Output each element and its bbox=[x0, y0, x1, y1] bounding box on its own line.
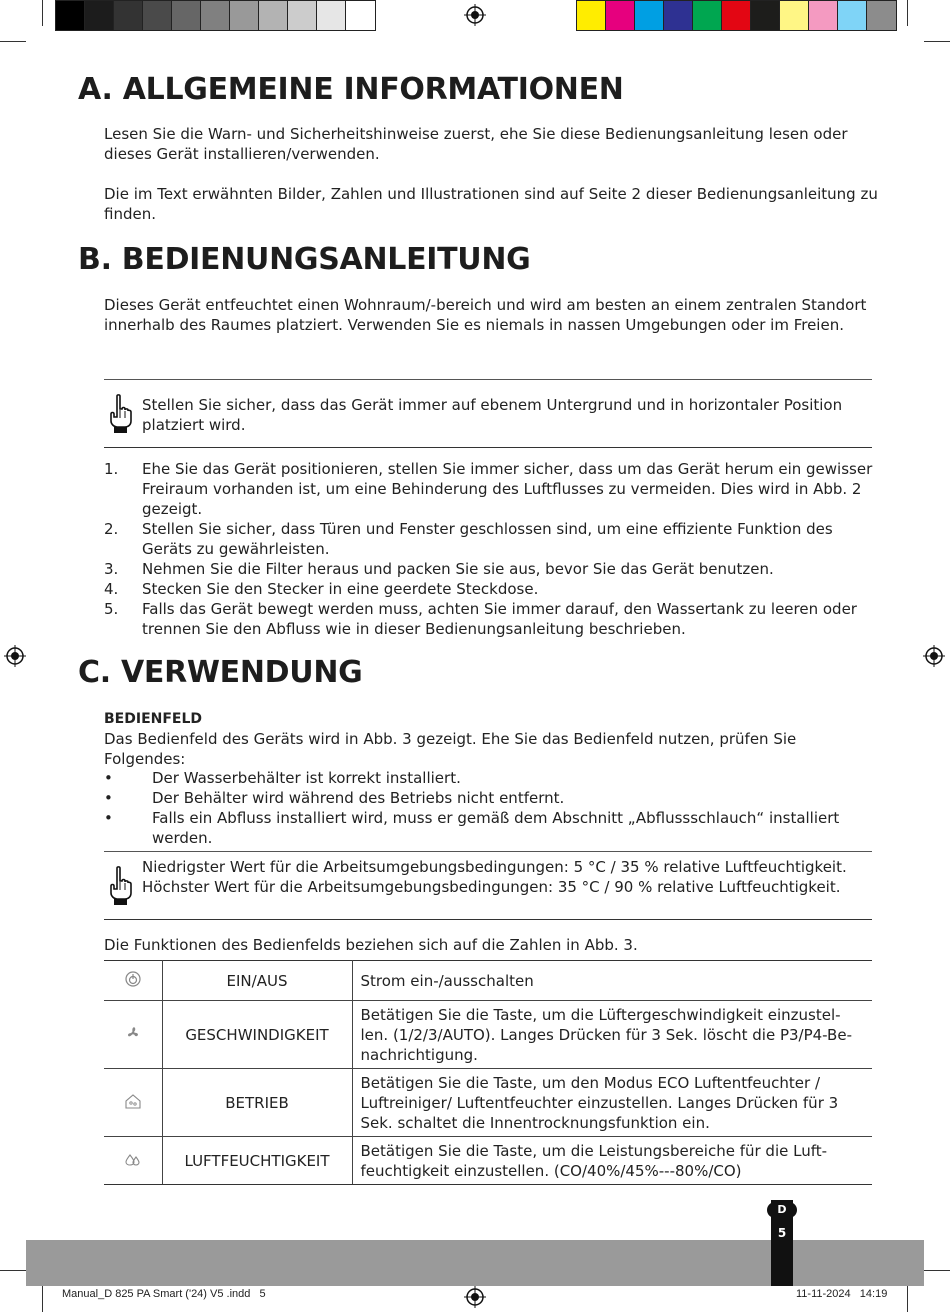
section-b-paragraph: Dieses Gerät entfeuchtet einen Wohnraum/-bereich und wird am besten an einem zentralen Standort innerhalb des Raumes platziert. Verwenden Sie es niemals in nassen Umgebungen oder im Freien. bbox=[104, 296, 867, 334]
color-swatch bbox=[230, 1, 259, 30]
color-swatch bbox=[664, 1, 693, 30]
home-mode-icon bbox=[124, 1093, 142, 1109]
bullet-icon: • bbox=[104, 809, 113, 827]
list-item-number: 1. bbox=[104, 460, 119, 478]
registration-mark-icon bbox=[923, 645, 945, 667]
page-number: 5 bbox=[777, 1226, 787, 1240]
note-box-working-conditions bbox=[104, 851, 872, 920]
color-swatch bbox=[751, 1, 780, 30]
process-color-bar bbox=[576, 0, 897, 31]
crop-mark bbox=[0, 41, 26, 42]
color-swatch bbox=[56, 1, 85, 30]
crop-mark bbox=[0, 1270, 26, 1271]
list-item bbox=[104, 559, 874, 579]
color-swatch bbox=[114, 1, 143, 30]
section-a-paragraph-2: Die im Text erwähnten Bilder, Zahlen und Illustrationen sind auf Seite 2 dieser Bedienungsanleitung zu finden. bbox=[104, 185, 878, 223]
control-panel-subheading: BEDIENFELD bbox=[104, 711, 203, 727]
color-swatch bbox=[809, 1, 838, 30]
color-swatch bbox=[838, 1, 867, 30]
crop-mark bbox=[924, 41, 950, 42]
humidity-icon bbox=[124, 1151, 142, 1167]
function-description: Betätigen Sie die Taste, um die Lüftergeschwindigkeit einzustel-len. (1/2/3/AUTO). Langes Drücken für 3 Sek. löscht die P3/P4-Be-nachrichtigung. bbox=[352, 1001, 872, 1069]
crop-mark bbox=[907, 0, 908, 26]
list-item-text: Nehmen Sie die Filter heraus und packen Sie sie aus, bevor Sie das Gerät benutzen. bbox=[142, 560, 774, 578]
function-name: EIN/AUS bbox=[162, 961, 352, 1001]
table-row bbox=[104, 1069, 872, 1137]
grayscale-color-bar bbox=[55, 0, 376, 31]
list-item bbox=[104, 579, 874, 599]
table-intro: Die Funktionen des Bedienfelds beziehen sich auf die Zahlen in Abb. 3. bbox=[104, 936, 638, 954]
function-description: Strom ein-/ausschalten bbox=[352, 961, 872, 1001]
fan-icon bbox=[124, 1024, 142, 1042]
list-item bbox=[104, 808, 874, 848]
pointing-hand-icon bbox=[108, 866, 132, 906]
function-name: GESCHWINDIGKEIT bbox=[162, 1001, 352, 1069]
slug-timestamp: 11-11-2024 14:19 bbox=[796, 1288, 888, 1300]
function-name: BETRIEB bbox=[162, 1069, 352, 1137]
list-item-text: Stecken Sie den Stecker in eine geerdete Steckdose. bbox=[142, 580, 539, 598]
list-item-number: 2. bbox=[104, 520, 119, 538]
color-swatch bbox=[317, 1, 346, 30]
crop-mark bbox=[42, 1286, 43, 1312]
list-item-text: Stellen Sie sicher, dass Türen und Fenster geschlossen sind, um eine effiziente Funktion des Geräts zu gewährleisten. bbox=[142, 520, 833, 558]
color-swatch bbox=[201, 1, 230, 30]
list-item bbox=[104, 788, 874, 808]
table-row bbox=[104, 1001, 872, 1069]
power-icon bbox=[125, 971, 141, 987]
list-item-text: Der Behälter wird während des Betriebs nicht entfernt. bbox=[152, 789, 565, 807]
list-item-text: Ehe Sie das Gerät positionieren, stellen Sie immer sicher, dass um das Gerät herum ein gewisser Freiraum vorhanden ist, um eine Behinderung des Luftflusses zu vermeiden. Dies wird in Abb. 2 gezeigt. bbox=[142, 460, 873, 518]
section-a-heading: A. ALLGEMEINE INFORMATIONEN bbox=[78, 72, 624, 107]
list-item bbox=[104, 599, 874, 639]
section-a-paragraph-1: Lesen Sie die Warn- und Sicherheitshinweise zuerst, ehe Sie diese Bedienungsanleitung lesen oder dieses Gerät installieren/verwenden. bbox=[104, 125, 848, 163]
note-text: Stellen Sie sicher, dass das Gerät immer auf ebenem Untergrund und in horizontaler Position platziert wird. bbox=[142, 396, 843, 434]
language-badge: D bbox=[767, 1202, 797, 1218]
color-swatch bbox=[85, 1, 114, 30]
crop-mark bbox=[42, 0, 43, 26]
list-item-number: 4. bbox=[104, 580, 119, 598]
color-swatch bbox=[780, 1, 809, 30]
list-item-number: 3. bbox=[104, 560, 119, 578]
table-row bbox=[104, 961, 872, 1001]
list-item bbox=[104, 768, 874, 788]
control-panel-intro: Das Bedienfeld des Geräts wird in Abb. 3 gezeigt. Ehe Sie das Bedienfeld nutzen, prüfen Sie Folgendes: bbox=[104, 730, 797, 768]
list-item-text: Falls ein Abfluss installiert wird, muss er gemäß dem Abschnitt „Abflussschlauch“ installiert werden. bbox=[152, 809, 840, 847]
registration-mark-icon bbox=[4, 645, 26, 667]
section-c-heading: C. VERWENDUNG bbox=[78, 655, 363, 690]
color-swatch bbox=[867, 1, 896, 30]
color-swatch bbox=[259, 1, 288, 30]
control-panel-table bbox=[104, 960, 872, 1185]
function-name: LUFTFEUCHTIGKEIT bbox=[162, 1137, 352, 1185]
crop-mark bbox=[907, 1286, 908, 1312]
registration-mark-icon bbox=[464, 4, 486, 26]
bullet-icon: • bbox=[104, 769, 113, 787]
color-swatch bbox=[635, 1, 664, 30]
function-description: Betätigen Sie die Taste, um den Modus ECO Luftentfeuchter / Luftreiniger/ Luftentfeuchter einzustellen. Langes Drücken für 3 Sek. schaltet die Innentrocknungsfunktion ein. bbox=[352, 1069, 872, 1137]
color-swatch bbox=[172, 1, 201, 30]
crop-mark bbox=[924, 1270, 950, 1271]
check-bullets-list bbox=[104, 768, 874, 848]
list-item-text: Falls das Gerät bewegt werden muss, achten Sie immer darauf, den Wassertank zu leeren oder trennen Sie den Abfluss wie in dieser Bedienungsanleitung beschrieben. bbox=[142, 600, 857, 638]
color-swatch bbox=[606, 1, 635, 30]
setup-steps-list bbox=[104, 459, 874, 639]
pointing-hand-icon bbox=[108, 394, 132, 434]
function-description: Betätigen Sie die Taste, um die Leistungsbereiche für die Luft-feuchtigkeit einzustellen. (CO/40%/45%---80%/CO) bbox=[352, 1137, 872, 1185]
registration-mark-icon bbox=[464, 1286, 486, 1308]
note-text: Niedrigster Wert für die Arbeitsumgebungsbedingungen: 5 °C / 35 % relative Luftfeuchtigkeit. Höchster Wert für die Arbeitsumgebungsbedingungen: 35 °C / 90 % relative Luftfeuchtigkeit. bbox=[142, 858, 847, 896]
list-item bbox=[104, 519, 874, 559]
slug-file-info: Manual_D 825 PA Smart ('24) V5 .indd 5 bbox=[62, 1288, 266, 1300]
list-item bbox=[104, 459, 874, 519]
color-swatch bbox=[346, 1, 375, 30]
color-swatch bbox=[693, 1, 722, 30]
color-swatch bbox=[288, 1, 317, 30]
list-item-text: Der Wasserbehälter ist korrekt installiert. bbox=[152, 769, 461, 787]
color-swatch bbox=[577, 1, 606, 30]
table-row bbox=[104, 1137, 872, 1185]
color-swatch bbox=[722, 1, 751, 30]
note-box-level-surface bbox=[104, 379, 872, 448]
list-item-number: 5. bbox=[104, 600, 119, 618]
section-b-heading: B. BEDIENUNGSANLEITUNG bbox=[78, 242, 531, 277]
bullet-icon: • bbox=[104, 789, 113, 807]
color-swatch bbox=[143, 1, 172, 30]
